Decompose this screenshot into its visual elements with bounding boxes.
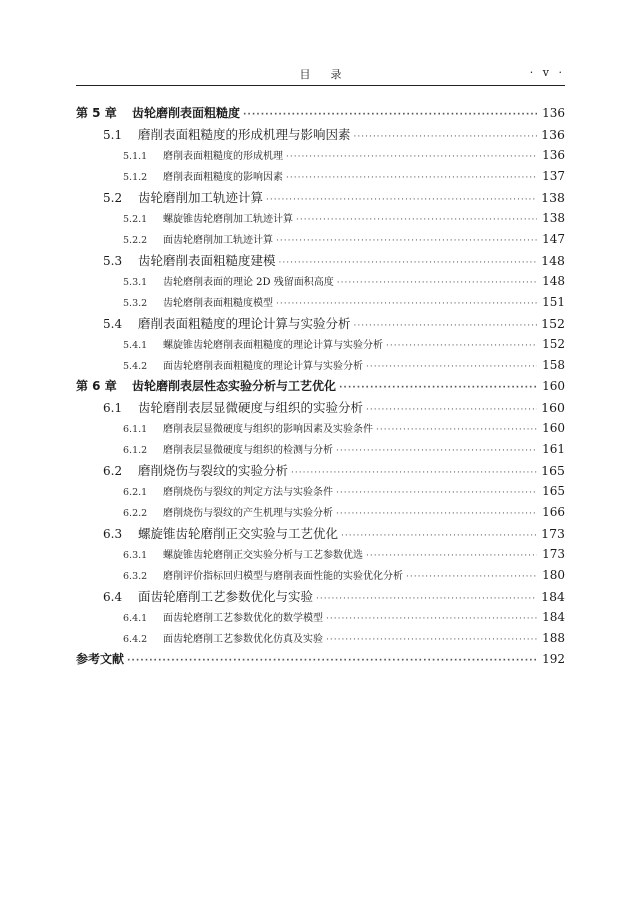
toc-entry-label xyxy=(123,440,333,460)
toc-entry-number: 5.2 xyxy=(103,191,123,205)
dot-leader xyxy=(366,357,537,376)
toc-subsection-entry[interactable] xyxy=(76,418,565,439)
toc-entry-number: 5.3.2 xyxy=(123,298,148,309)
toc-entry-label xyxy=(123,356,363,376)
toc-entry-number: 5.1.2 xyxy=(123,172,148,183)
dot-leader xyxy=(386,336,537,355)
toc-entry-number: 6.4 xyxy=(103,590,123,604)
toc-entry-number: 5.2.1 xyxy=(123,214,148,225)
toc-subsection-entry[interactable] xyxy=(76,271,565,292)
toc-entry-page: 173 xyxy=(542,547,565,561)
toc-section-entry[interactable] xyxy=(76,187,565,208)
toc-subsection-entry[interactable] xyxy=(76,607,565,628)
toc-section-entry[interactable] xyxy=(76,124,565,145)
toc-chapter-entry[interactable] xyxy=(76,649,565,670)
dot-leader xyxy=(127,651,537,670)
toc-subsection-entry[interactable] xyxy=(76,208,565,229)
toc-entry-number: 5.1 xyxy=(103,128,123,142)
dot-leader xyxy=(336,504,537,523)
toc-subsection-entry[interactable] xyxy=(76,355,565,376)
dot-leader xyxy=(326,609,537,628)
toc-entry-title: 磨削表面粗糙度的理论计算与实验分析 xyxy=(138,316,351,331)
toc-subsection-entry[interactable] xyxy=(76,334,565,355)
toc-entry-title: 磨削表面粗糙度的形成机理与影响因素 xyxy=(138,127,351,142)
toc-entry-number: 6.2 xyxy=(103,464,123,478)
toc-subsection-entry[interactable] xyxy=(76,565,565,586)
toc-entry-page: 138 xyxy=(541,190,565,205)
toc-entry-title: 磨削烧伤与裂纹的实验分析 xyxy=(138,463,289,478)
toc-entry-page: 148 xyxy=(541,253,565,268)
toc-subsection-entry[interactable] xyxy=(76,628,565,649)
toc-entry-title: 面齿轮磨削工艺参数优化仿真及实验 xyxy=(163,634,323,645)
dot-leader xyxy=(296,210,537,229)
dot-leader xyxy=(279,253,537,271)
toc-section-entry[interactable] xyxy=(76,250,565,271)
toc-entry-title: 面齿轮磨削工艺参数优化的数学模型 xyxy=(163,613,323,624)
toc-subsection-entry[interactable] xyxy=(76,544,565,565)
toc-entry-number: 5.1.1 xyxy=(123,151,148,162)
toc-entry-title: 螺旋锥齿轮磨削加工轨迹计算 xyxy=(163,214,293,225)
table-of-contents xyxy=(76,103,565,670)
toc-entry-title: 螺旋锥齿轮磨削正交实验分析与工艺参数优选 xyxy=(163,550,363,561)
toc-entry-label xyxy=(76,103,240,124)
toc-entry-page: 152 xyxy=(541,316,565,331)
dot-leader xyxy=(276,294,537,313)
toc-entry-number: 6.1.1 xyxy=(123,424,148,435)
dot-leader xyxy=(341,526,537,544)
toc-entry-label xyxy=(123,209,293,229)
dot-leader xyxy=(316,589,537,607)
toc-entry-title: 磨削表面粗糙度的形成机理 xyxy=(163,151,283,162)
toc-entry-label xyxy=(123,545,363,565)
toc-entry-number: 6.3.1 xyxy=(123,550,148,561)
dot-leader xyxy=(339,378,537,397)
toc-entry-title: 磨削烧伤与裂纹的产生机理与实验分析 xyxy=(163,508,333,519)
dot-leader xyxy=(286,147,537,166)
toc-entry-page: 160 xyxy=(542,379,565,393)
toc-entry-label xyxy=(123,146,283,166)
toc-entry-page: 137 xyxy=(542,169,565,183)
toc-entry-title: 螺旋锥齿轮磨削正交实验与工艺优化 xyxy=(138,526,339,541)
toc-entry-label xyxy=(123,503,333,523)
dot-leader xyxy=(376,420,537,439)
toc-entry-label xyxy=(123,482,333,502)
toc-entry-label xyxy=(123,608,323,628)
toc-entry-label xyxy=(103,187,263,208)
header-rule xyxy=(76,85,565,86)
toc-entry-title: 面齿轮磨削表面粗糙度的理论计算与实验分析 xyxy=(163,361,363,372)
toc-entry-title: 齿轮磨削表面粗糙度模型 xyxy=(163,298,273,309)
toc-entry-title: 磨削评价指标回归模型与磨削表面性能的实验优化分析 xyxy=(163,571,403,582)
toc-entry-number: 6.1.2 xyxy=(123,445,148,456)
toc-entry-label xyxy=(123,230,273,250)
toc-entry-page: 151 xyxy=(542,295,565,309)
running-title: 目录 xyxy=(299,68,362,81)
toc-entry-label xyxy=(76,376,336,397)
toc-entry-title: 齿轮磨削表面粗糙度建模 xyxy=(138,253,276,268)
page-header xyxy=(76,63,565,85)
toc-entry-page: 165 xyxy=(541,463,565,478)
toc-entry-label xyxy=(123,566,403,586)
dot-leader xyxy=(366,546,537,565)
toc-entry-number: 6.4.1 xyxy=(123,613,148,624)
toc-entry-number: 6.2.2 xyxy=(123,508,148,519)
toc-subsection-entry[interactable] xyxy=(76,166,565,187)
toc-entry-page: 184 xyxy=(542,610,565,624)
dot-leader xyxy=(276,231,537,250)
toc-entry-label xyxy=(103,313,351,334)
toc-entry-page: 188 xyxy=(542,631,565,645)
toc-entry-page: 180 xyxy=(542,568,565,582)
toc-entry-label xyxy=(123,167,283,187)
toc-entry-title: 齿轮磨削表层性态实验分析与工艺优化 xyxy=(132,379,337,393)
toc-subsection-entry[interactable] xyxy=(76,145,565,166)
toc-entry-number: 6.1 xyxy=(103,401,123,415)
toc-entry-title: 齿轮磨削表面的理论 2D 残留面积高度 xyxy=(163,277,334,288)
toc-subsection-entry[interactable] xyxy=(76,292,565,313)
toc-entry-page: 136 xyxy=(542,148,565,162)
dot-leader xyxy=(266,190,537,208)
toc-entry-label xyxy=(123,419,373,439)
toc-chapter-entry[interactable] xyxy=(76,376,565,397)
dot-leader xyxy=(291,463,537,481)
toc-entry-label xyxy=(103,460,288,481)
toc-entry-title: 面齿轮磨削工艺参数优化与实验 xyxy=(138,589,314,604)
toc-entry-number: 6.3.2 xyxy=(123,571,148,582)
dot-leader xyxy=(366,400,537,418)
toc-subsection-entry[interactable] xyxy=(76,481,565,502)
toc-subsection-entry[interactable] xyxy=(76,502,565,523)
dot-leader xyxy=(337,273,537,292)
toc-entry-number: 5.4 xyxy=(103,317,123,331)
dot-leader xyxy=(354,127,537,145)
toc-entry-page: 184 xyxy=(541,589,565,604)
toc-entry-number: 5.4.2 xyxy=(123,361,148,372)
toc-entry-label xyxy=(76,649,124,670)
toc-entry-page: 158 xyxy=(542,358,565,372)
dot-leader xyxy=(286,168,537,187)
dot-leader xyxy=(336,483,537,502)
dot-leader xyxy=(326,630,537,649)
toc-entry-title: 参考文献 xyxy=(76,652,125,666)
dot-leader xyxy=(243,105,537,124)
toc-entry-page: 166 xyxy=(542,505,565,519)
toc-entry-label xyxy=(123,272,334,292)
toc-entry-title: 磨削表层显微硬度与组织的检测与分析 xyxy=(163,445,333,456)
dot-leader xyxy=(354,316,537,334)
toc-entry-label xyxy=(123,629,323,649)
toc-entry-title: 齿轮磨削加工轨迹计算 xyxy=(138,190,264,205)
dot-leader xyxy=(406,567,537,586)
toc-entry-page: 160 xyxy=(542,421,565,435)
toc-entry-page: 173 xyxy=(541,526,565,541)
toc-section-entry[interactable] xyxy=(76,586,565,607)
toc-entry-page: 161 xyxy=(542,442,565,456)
toc-entry-label xyxy=(103,523,338,544)
toc-entry-label xyxy=(103,250,276,271)
toc-entry-number: 第 6 章 xyxy=(76,379,117,393)
toc-entry-page: 136 xyxy=(542,106,565,120)
toc-entry-page: 165 xyxy=(542,484,565,498)
page-number: · v · xyxy=(529,66,565,79)
toc-entry-page: 152 xyxy=(542,337,565,351)
toc-entry-title: 磨削表层显微硬度与组织的影响因素及实验条件 xyxy=(163,424,373,435)
toc-entry-page: 147 xyxy=(542,232,565,246)
toc-entry-number: 5.4.1 xyxy=(123,340,148,351)
toc-entry-number: 6.3 xyxy=(103,527,123,541)
toc-entry-title: 齿轮磨削表层显微硬度与组织的实验分析 xyxy=(138,400,364,415)
toc-entry-page: 192 xyxy=(542,652,565,666)
toc-entry-label xyxy=(123,293,273,313)
toc-section-entry[interactable] xyxy=(76,397,565,418)
toc-entry-number: 6.4.2 xyxy=(123,634,148,645)
toc-section-entry[interactable] xyxy=(76,460,565,481)
toc-entry-label xyxy=(103,397,363,418)
toc-entry-number: 第 5 章 xyxy=(76,106,117,120)
toc-section-entry[interactable] xyxy=(76,313,565,334)
toc-subsection-entry[interactable] xyxy=(76,229,565,250)
toc-entry-title: 磨削烧伤与裂纹的判定方法与实验条件 xyxy=(163,487,333,498)
toc-entry-number: 6.2.1 xyxy=(123,487,148,498)
toc-entry-label xyxy=(123,335,383,355)
toc-entry-number: 5.2.2 xyxy=(123,235,148,246)
toc-entry-label xyxy=(103,586,313,607)
toc-entry-page: 136 xyxy=(541,127,565,142)
toc-entry-page: 138 xyxy=(542,211,565,225)
toc-subsection-entry[interactable] xyxy=(76,439,565,460)
toc-entry-title: 螺旋锥齿轮磨削表面粗糙度的理论计算与实验分析 xyxy=(163,340,383,351)
toc-entry-number: 5.3 xyxy=(103,254,123,268)
toc-entry-page: 148 xyxy=(542,274,565,288)
toc-entry-title: 齿轮磨削表面粗糙度 xyxy=(132,106,241,120)
toc-entry-page: 160 xyxy=(541,400,565,415)
toc-entry-number: 5.3.1 xyxy=(123,277,148,288)
toc-chapter-entry[interactable] xyxy=(76,103,565,124)
toc-entry-label xyxy=(103,124,351,145)
toc-section-entry[interactable] xyxy=(76,523,565,544)
toc-entry-title: 面齿轮磨削加工轨迹计算 xyxy=(163,235,273,246)
toc-entry-title: 磨削表面粗糙度的影响因素 xyxy=(163,172,283,183)
dot-leader xyxy=(336,441,537,460)
